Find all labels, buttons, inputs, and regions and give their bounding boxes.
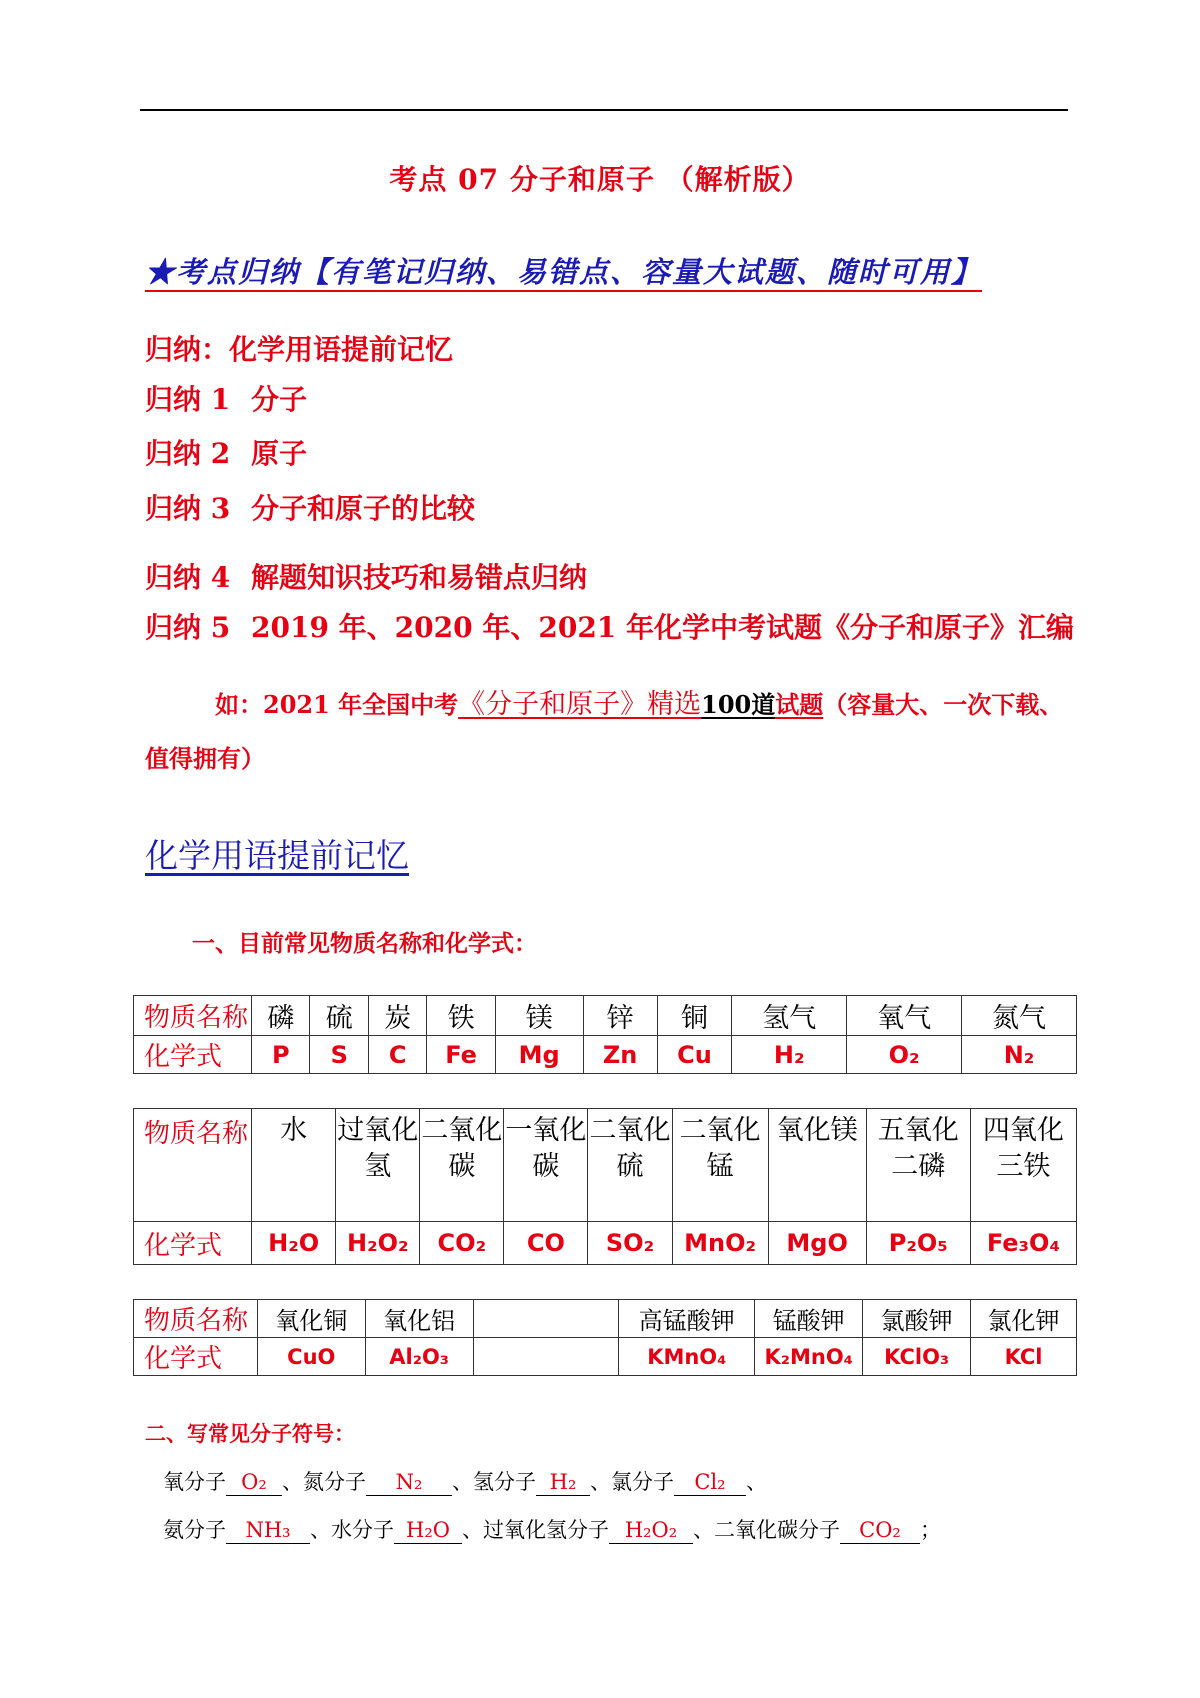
substance-name: 氯化钾 [971, 1300, 1077, 1338]
toc-item-4 [145, 556, 587, 596]
fill-label: 氧分子 [163, 1470, 226, 1494]
substance-name: 高锰酸钾 [619, 1300, 755, 1338]
substance-name: 镁 [495, 996, 583, 1036]
substance-table-2 [133, 1108, 1077, 1265]
toc-item-2 [145, 432, 307, 472]
table-row [134, 1109, 1077, 1222]
toc-num: 归纳 5 [145, 611, 231, 644]
chemical-formula: CuO [257, 1338, 365, 1376]
fill-label: 水分子 [331, 1518, 394, 1542]
chemical-formula: CO [504, 1222, 588, 1265]
chemical-formula: MgO [768, 1222, 866, 1265]
row-label: 物质名称 [134, 996, 252, 1036]
substance-name: 过氧化氢 [336, 1109, 420, 1222]
chemical-formula: C [368, 1036, 426, 1074]
row-label: 物质名称 [134, 1109, 252, 1222]
fill-label: 过氧化氢分子 [483, 1518, 609, 1542]
chemical-formula: Al₂O₃ [365, 1338, 473, 1376]
chemical-formula: KMnO₄ [619, 1338, 755, 1376]
toc-num: 归纳 4 [145, 561, 231, 594]
fill-answer[interactable]: H₂ [536, 1469, 590, 1496]
chemical-formula: Fe₃O₄ [970, 1222, 1076, 1265]
subheading-molecule-symbols: 二、写常见分子符号： [145, 1421, 355, 1446]
table-row [134, 1222, 1077, 1265]
example-tail: 试题 [775, 690, 824, 719]
table-row [134, 1036, 1077, 1074]
substance-name: 铜 [657, 996, 732, 1036]
fill-label: 二氧化碳分子 [714, 1518, 840, 1542]
example-dao: 道 [751, 690, 776, 719]
chemical-formula: SO₂ [588, 1222, 672, 1265]
toc-num: 归纳 1 [145, 383, 231, 416]
row-label: 化学式 [134, 1222, 252, 1265]
toc-item-5 [145, 606, 1074, 646]
fill-answer[interactable]: N₂ [366, 1469, 452, 1496]
fill-sep: 、 [746, 1470, 767, 1494]
chemical-formula: Cu [657, 1036, 732, 1074]
toc-text: 分子 [251, 383, 308, 416]
chemical-formula: P₂O₅ [866, 1222, 970, 1265]
substance-name: 铁 [427, 996, 495, 1036]
table-row [134, 1338, 1077, 1376]
substance-name: 氯酸钾 [863, 1300, 971, 1338]
chemical-formula: H₂ [732, 1036, 847, 1074]
substance-name: 锌 [583, 996, 657, 1036]
substance-table-3 [133, 1299, 1077, 1376]
fill-line-1 [163, 1466, 767, 1496]
toc-text: 解题知识技巧和易错点归纳 [251, 561, 588, 594]
example-prefix: 如：2021 年全国中考 [215, 690, 459, 719]
substance-name: 硫 [310, 996, 368, 1036]
substance-name: 二氧化碳 [420, 1109, 504, 1222]
row-label: 物质名称 [134, 1300, 258, 1338]
top-rule [140, 109, 1068, 111]
row-label: 化学式 [134, 1036, 252, 1074]
substance-name: 磷 [252, 996, 310, 1036]
substance-name: 氧化铝 [365, 1300, 473, 1338]
document-title: 考点 07 分子和原子 （解析版） [389, 163, 811, 196]
substance-name: 五氧化二磷 [866, 1109, 970, 1222]
toc-num: 归纳 2 [145, 437, 231, 470]
fill-answer[interactable]: H₂O₂ [609, 1517, 693, 1544]
example-rest: （容量大、一次下载、值得拥有） [145, 690, 1064, 773]
substance-name: 氮气 [962, 996, 1077, 1036]
row-label: 化学式 [134, 1338, 258, 1376]
fill-label: 氯分子 [611, 1470, 674, 1494]
fill-answer[interactable]: Cl₂ [674, 1469, 746, 1496]
chemical-formula: Mg [495, 1036, 583, 1074]
toc-text: 分子和原子的比较 [251, 492, 476, 525]
fill-label: 氢分子 [473, 1470, 536, 1494]
toc-num: 归纳 3 [145, 492, 231, 525]
fill-line-2 [163, 1514, 941, 1544]
example-count: 100 [701, 690, 752, 719]
example-paragraph [145, 678, 1070, 786]
substance-name: 水 [252, 1109, 336, 1222]
chemical-formula: K₂MnO₄ [755, 1338, 863, 1376]
substance-name: 二氧化硫 [588, 1109, 672, 1222]
substance-name: 一氧化碳 [504, 1109, 588, 1222]
substance-name: 氧气 [847, 996, 962, 1036]
chemical-formula: P [252, 1036, 310, 1074]
chemical-formula: H₂O₂ [336, 1222, 420, 1265]
chemical-formula: Fe [427, 1036, 495, 1074]
toc-intro: 归纳：化学用语提前记忆 [145, 333, 454, 366]
chemical-formula: O₂ [847, 1036, 962, 1074]
substance-name: 氧化镁 [768, 1109, 866, 1222]
chemical-formula: CO₂ [420, 1222, 504, 1265]
fill-answer[interactable]: NH₃ [226, 1517, 310, 1544]
fill-sep: 、 [462, 1518, 483, 1542]
toc-text: 原子 [251, 437, 308, 470]
fill-sep: 、 [693, 1518, 714, 1542]
fill-sep: 、 [282, 1470, 303, 1494]
empty-cell [473, 1338, 619, 1376]
chemical-formula: MnO₂ [672, 1222, 768, 1265]
substance-name: 炭 [368, 996, 426, 1036]
table-row [134, 996, 1077, 1036]
chemical-formula: S [310, 1036, 368, 1074]
chemical-formula: Zn [583, 1036, 657, 1074]
substance-name: 氧化铜 [257, 1300, 365, 1338]
section-heading: 化学用语提前记忆 [145, 836, 409, 875]
fill-sep: 、 [452, 1470, 473, 1494]
fill-answer[interactable]: H₂O [394, 1517, 462, 1544]
chemical-formula: KCl [971, 1338, 1077, 1376]
chemical-formula: KClO₃ [863, 1338, 971, 1376]
chemical-formula: N₂ [962, 1036, 1077, 1074]
substance-name: 锰酸钾 [755, 1300, 863, 1338]
fill-label: 氨分子 [163, 1518, 226, 1542]
substance-name: 四氧化三铁 [970, 1109, 1076, 1222]
fill-answer[interactable]: CO₂ [840, 1517, 920, 1544]
fill-answer[interactable]: O₂ [226, 1469, 282, 1496]
example-link[interactable]: 《分子和原子》精选 [458, 689, 702, 720]
summary-banner: ★考点归纳【有笔记归纳、易错点、容量大试题、随时可用】 [145, 255, 983, 289]
substance-name: 二氧化锰 [672, 1109, 768, 1222]
fill-sep: 、 [590, 1470, 611, 1494]
fill-label: 氮分子 [303, 1470, 366, 1494]
substance-table-1 [133, 995, 1077, 1074]
substance-name: 氢气 [732, 996, 847, 1036]
fill-sep: 、 [310, 1518, 331, 1542]
fill-sep: ； [920, 1518, 941, 1542]
chemical-formula: H₂O [252, 1222, 336, 1265]
subheading-substances: 一、目前常见物质名称和化学式： [192, 930, 537, 957]
empty-cell [473, 1300, 619, 1338]
toc-item-3 [145, 487, 475, 527]
toc-text: 2019 年、2020 年、2021 年化学中考试题《分子和原子》汇编 [251, 611, 1075, 644]
toc-item-1 [145, 378, 307, 418]
table-row [134, 1300, 1077, 1338]
